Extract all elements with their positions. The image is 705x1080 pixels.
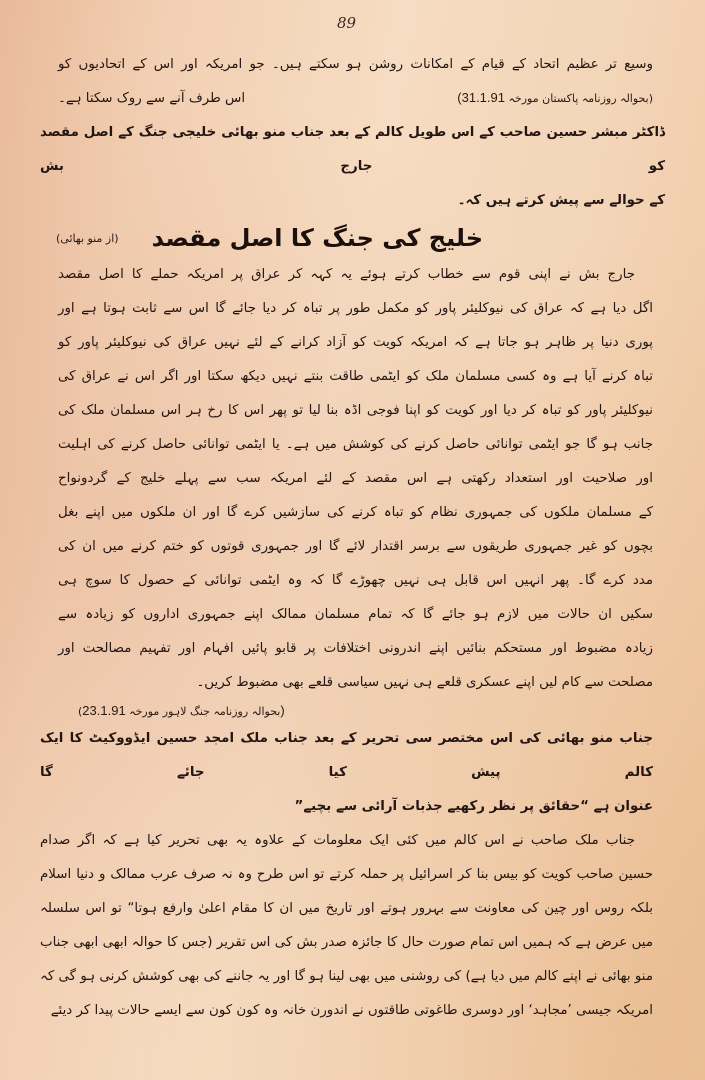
article1-body (40, 258, 653, 700)
transition-line-2: عنوان ہے “حقائق پر نظر رکھیے جذبات آرائی سے بچیے” (294, 799, 653, 814)
intro-paragraph (40, 48, 653, 116)
intro-line-2: اس طرف آنے سے روک سکتا ہے۔ (58, 91, 246, 106)
intro-citation (457, 88, 653, 109)
article1-line-11: سکیں ان حالات میں لازم ہو جائے گا کہ تمام مسلمان ممالک اپنے جمہوری اداروں کو زیادہ سے (58, 607, 653, 622)
article1-line-9: بچوں کو غیر جمہوری طریقوں سے برسر اقتدار لائے گا اور جمہوری قوتوں کو ختم کرنے میں ان کی (58, 539, 653, 554)
article1-line-8: کے مسلمان ملکوں کی جمہوری نظام کو تباہ کرنے کی سازشیں کرے گا اور ان ملکوں میں اپنے بغل (58, 505, 653, 520)
article1-line-12: زیادہ مضبوط اور مستحکم بنائیں اپنے اندرونی اختلافات پر قابو پائیں افہام اور تفہیم مصالحت اور (58, 641, 653, 656)
article2-line-1: جناب ملک صاحب نے اس کالم میں کئی ایک معلومات کے علاوہ یہ بھی تحریر کیا ہے کہ اگر صدام (40, 833, 635, 848)
article1-line-2: اگل دیا ہے کہ عراق کی نیوکلیئر پاور کو مکمل طور پر تباہ کر دیا جائے گا اس سے ثابت ہوتا ہے اور (58, 301, 653, 316)
intro-line-1: وسیع تر عظیم اتحاد کے قیام کے امکانات روشن ہو سکتے ہیں۔ جو امریکہ اور اس کے اتحادیوں کو (58, 57, 653, 72)
article1-citation-date: 23.1.91) (82, 703, 285, 718)
article1-line-3: پوری دنیا پر ظاہر ہو جاتا ہے کہ امریکہ کویت کو آزاد کرانے کے لئے نہیں عراق کی نیوکلیئر پاور کو (58, 335, 653, 350)
transition-paragraph (40, 722, 653, 824)
article1-line-7: اور صلاحیت اور استعداد رکھتی ہے اس مقصد کے لئے امریکہ سب سے پہلے خلیج کے گردونواح (58, 471, 653, 486)
article1-line-4: تباہ کرنے آیا ہے وہ کسی مسلمان ملک کو ایٹمی طاقت بنتے نہیں دیکھ سکتا اور اگر اس نے عراق کی (58, 369, 653, 384)
article1-citation (78, 705, 285, 718)
intro-citation-source: (بحوالہ روزنامہ پاکستان مورخہ (508, 92, 653, 105)
article2-line-2: حسین صاحب کویت کو بیس بنا کر اسرائیل پر حملہ کرتے تو اس طرح وہ نہ صرف عرب ممالک و دنیا اسلام (40, 867, 653, 882)
article1-line-6: جانب ہو گا جو ایٹمی توانائی حاصل کرنے کی کوشش میں ہے۔ یا ایٹمی توانائی حاصل کرنے کی اہلیت (58, 437, 653, 452)
article1-line-10: مدد کرے گا۔ پھر انہیں اس قابل ہی نہیں چھوڑے گا کہ وہ ایٹمی توانائی کے حصول کا سوچ ہی (58, 573, 653, 588)
article2-body (40, 824, 653, 1028)
lead-line-2: کے حوالے سے پیش کرتے ہیں کہ۔ (457, 193, 665, 208)
article-title-row (40, 220, 653, 256)
lead-paragraph (40, 116, 665, 218)
article2-line-6: امریکہ جیسی ’مجاہد‘ اور دوسری طاغوتی طاقتوں نے اندورن خانہ وہ کون کون سے ایسے حالات پیدا کر دیئے (50, 1003, 653, 1018)
article2-line-3: بلکہ روس اور چین کی معاونت سے بہرور ہوتے اور تاریخ میں ان کا مقام اعلیٰ وارفع ہوتا“ تو اس سلسلہ (40, 901, 653, 916)
intro-citation-date: 31.1.91) (457, 90, 505, 105)
intro-last-row (58, 82, 653, 116)
article1-line-5: نیوکلیئر پاور کو تباہ کر دیا اور کویت کو اپنا فوجی اڈہ بنا لیا تو پھر اس کا رخ ہر اس مسلمان ملک کی (58, 403, 653, 418)
lead-line-1: ڈاکٹر مبشر حسین صاحب کے اس طویل کالم کے بعد جناب منو بھائی خلیجی جنگ کے اصل مقصد کو جارج بش (40, 125, 665, 174)
article2-line-4: میں عرض ہے کہ ہمیں اس تمام صورت حال کا جائزہ صدر بش کی اس تقریر (جس کا حوالہ ابھی ابھی جناب (40, 935, 653, 950)
article1-citation-row (40, 700, 653, 722)
article1-line-1: جارج بش نے اپنی قوم سے خطاب کرتے ہوئے یہ کہہ کر عراق پر امریکہ حملے کا اصل مقصد (58, 267, 635, 282)
article2-line-5: منو بھائی نے اپنے کالم میں دیا ہے) کی روشنی میں بھی لینا ہو گا اور یہ جاننے کی بھی کوشش کرنی ہو گی کہ (40, 969, 653, 984)
page-number: 89 (336, 14, 357, 32)
article1-citation-source: (بحوالہ روزنامہ جنگ لاہور مورخہ (78, 705, 281, 718)
article1-line-13: مصلحت سے کام لیں اپنے عسکری قلعے ہی نہیں سیاسی قلعے بھی مضبوط کریں۔ (196, 675, 653, 690)
transition-line-1: جناب منو بھائی کی اس مختصر سی تحریر کے بعد جناب ملک امجد حسین ایڈووکیٹ کا ایک کالم پیش کیا جائے گا (40, 731, 653, 780)
article-title: خلیج کی جنگ کا اصل مقصد (151, 224, 483, 252)
article-byline: (از منو بھائی) (56, 231, 119, 245)
